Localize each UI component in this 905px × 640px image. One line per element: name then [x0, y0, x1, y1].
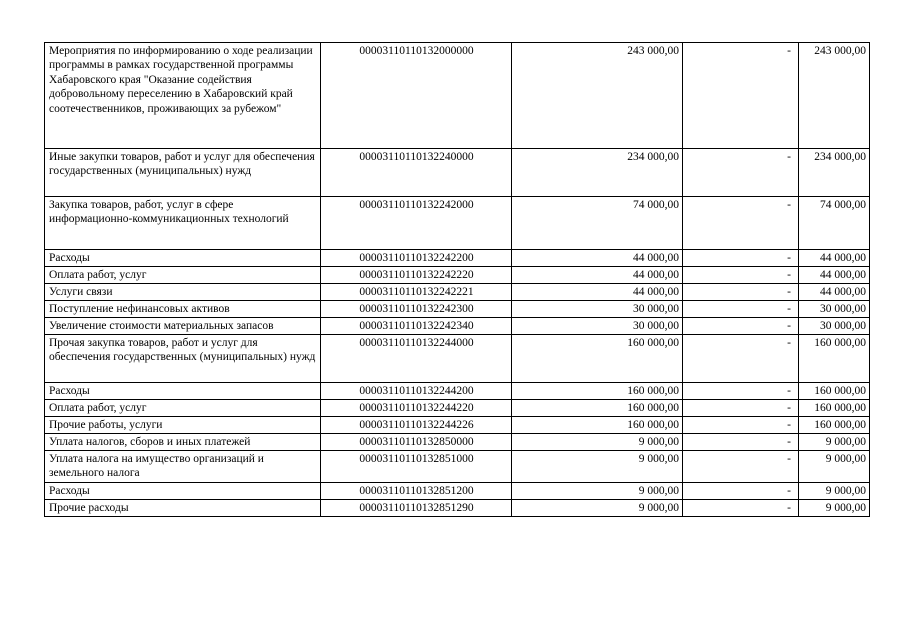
row-remaining-amount-cell: 9 000,00 [799, 434, 870, 451]
row-plan-amount-cell: 9 000,00 [512, 500, 683, 517]
row-remaining-amount-cell: 44 000,00 [799, 284, 870, 301]
row-remaining-amount-cell: 234 000,00 [799, 149, 870, 197]
row-remaining-amount-cell: 160 000,00 [799, 383, 870, 400]
table-row [45, 267, 870, 284]
row-remaining-amount-cell: 9 000,00 [799, 483, 870, 500]
table-row [45, 483, 870, 500]
row-name-cell: Услуги связи [45, 284, 321, 301]
row-name-cell: Иные закупки товаров, работ и услуг для обеспечения государственных (муниципальных) нужд [45, 149, 321, 197]
row-plan-amount-cell: 44 000,00 [512, 250, 683, 267]
row-remaining-amount-cell: 30 000,00 [799, 301, 870, 318]
row-executed-amount-cell: - [683, 434, 799, 451]
row-executed-amount-cell: - [683, 451, 799, 483]
row-executed-amount-cell: - [683, 301, 799, 318]
table-row [45, 451, 870, 483]
table-row [45, 417, 870, 434]
row-remaining-amount-cell: 9 000,00 [799, 500, 870, 517]
row-plan-amount-cell: 30 000,00 [512, 318, 683, 335]
row-name-cell: Уплата налогов, сборов и иных платежей [45, 434, 321, 451]
row-name-cell: Мероприятия по информированию о ходе реализации программы в рамках государственной программы Хабаровского края "Оказание содействия добровольному переселению в Хабаровский край соотечественников, проживающих за рубежом" [45, 43, 321, 149]
row-plan-amount-cell: 9 000,00 [512, 483, 683, 500]
table-row [45, 43, 870, 149]
row-executed-amount-cell: - [683, 500, 799, 517]
row-name-cell: Увеличение стоимости материальных запасов [45, 318, 321, 335]
row-code-cell: 00003110110132242200 [321, 250, 512, 267]
row-executed-amount-cell: - [683, 197, 799, 250]
row-plan-amount-cell: 9 000,00 [512, 451, 683, 483]
row-remaining-amount-cell: 160 000,00 [799, 335, 870, 383]
row-remaining-amount-cell: 243 000,00 [799, 43, 870, 149]
row-executed-amount-cell: - [683, 383, 799, 400]
row-executed-amount-cell: - [683, 318, 799, 335]
table-row [45, 284, 870, 301]
row-remaining-amount-cell: 160 000,00 [799, 400, 870, 417]
row-name-cell: Уплата налога на имущество организаций и земельного налога [45, 451, 321, 483]
row-name-cell: Расходы [45, 483, 321, 500]
table-row [45, 400, 870, 417]
row-name-cell: Расходы [45, 383, 321, 400]
row-code-cell: 00003110110132851200 [321, 483, 512, 500]
row-name-cell: Прочие расходы [45, 500, 321, 517]
row-code-cell: 00003110110132244220 [321, 400, 512, 417]
row-code-cell: 00003110110132242300 [321, 301, 512, 318]
row-name-cell: Оплата работ, услуг [45, 267, 321, 284]
row-name-cell: Прочие работы, услуги [45, 417, 321, 434]
row-plan-amount-cell: 44 000,00 [512, 267, 683, 284]
row-remaining-amount-cell: 9 000,00 [799, 451, 870, 483]
row-code-cell: 00003110110132242000 [321, 197, 512, 250]
table-body [45, 43, 870, 517]
row-executed-amount-cell: - [683, 149, 799, 197]
row-name-cell: Поступление нефинансовых активов [45, 301, 321, 318]
row-code-cell: 00003110110132244200 [321, 383, 512, 400]
row-remaining-amount-cell: 44 000,00 [799, 267, 870, 284]
row-executed-amount-cell: - [683, 43, 799, 149]
row-executed-amount-cell: - [683, 267, 799, 284]
row-plan-amount-cell: 160 000,00 [512, 400, 683, 417]
row-plan-amount-cell: 243 000,00 [512, 43, 683, 149]
row-remaining-amount-cell: 44 000,00 [799, 250, 870, 267]
table-row [45, 500, 870, 517]
row-plan-amount-cell: 9 000,00 [512, 434, 683, 451]
row-executed-amount-cell: - [683, 417, 799, 434]
row-executed-amount-cell: - [683, 335, 799, 383]
row-plan-amount-cell: 30 000,00 [512, 301, 683, 318]
row-code-cell: 00003110110132851000 [321, 451, 512, 483]
row-plan-amount-cell: 160 000,00 [512, 383, 683, 400]
row-executed-amount-cell: - [683, 400, 799, 417]
row-executed-amount-cell: - [683, 284, 799, 301]
row-code-cell: 00003110110132242221 [321, 284, 512, 301]
row-plan-amount-cell: 234 000,00 [512, 149, 683, 197]
table-row [45, 250, 870, 267]
row-remaining-amount-cell: 30 000,00 [799, 318, 870, 335]
row-plan-amount-cell: 160 000,00 [512, 417, 683, 434]
budget-table [44, 42, 870, 517]
row-name-cell: Оплата работ, услуг [45, 400, 321, 417]
table-row [45, 149, 870, 197]
row-code-cell: 00003110110132850000 [321, 434, 512, 451]
row-name-cell: Расходы [45, 250, 321, 267]
row-code-cell: 00003110110132242340 [321, 318, 512, 335]
table-row [45, 301, 870, 318]
row-code-cell: 00003110110132244000 [321, 335, 512, 383]
row-executed-amount-cell: - [683, 250, 799, 267]
row-code-cell: 00003110110132242220 [321, 267, 512, 284]
table-row [45, 197, 870, 250]
row-remaining-amount-cell: 74 000,00 [799, 197, 870, 250]
row-code-cell: 00003110110132244226 [321, 417, 512, 434]
row-code-cell: 00003110110132240000 [321, 149, 512, 197]
row-executed-amount-cell: - [683, 483, 799, 500]
row-plan-amount-cell: 44 000,00 [512, 284, 683, 301]
row-name-cell: Закупка товаров, работ, услуг в сфере информационно-коммуникационных технологий [45, 197, 321, 250]
row-name-cell: Прочая закупка товаров, работ и услуг для обеспечения государственных (муниципальных) нужд [45, 335, 321, 383]
table-row [45, 318, 870, 335]
row-plan-amount-cell: 160 000,00 [512, 335, 683, 383]
table-row [45, 383, 870, 400]
row-code-cell: 00003110110132000000 [321, 43, 512, 149]
row-code-cell: 00003110110132851290 [321, 500, 512, 517]
row-remaining-amount-cell: 160 000,00 [799, 417, 870, 434]
table-row [45, 335, 870, 383]
table-row [45, 434, 870, 451]
row-plan-amount-cell: 74 000,00 [512, 197, 683, 250]
